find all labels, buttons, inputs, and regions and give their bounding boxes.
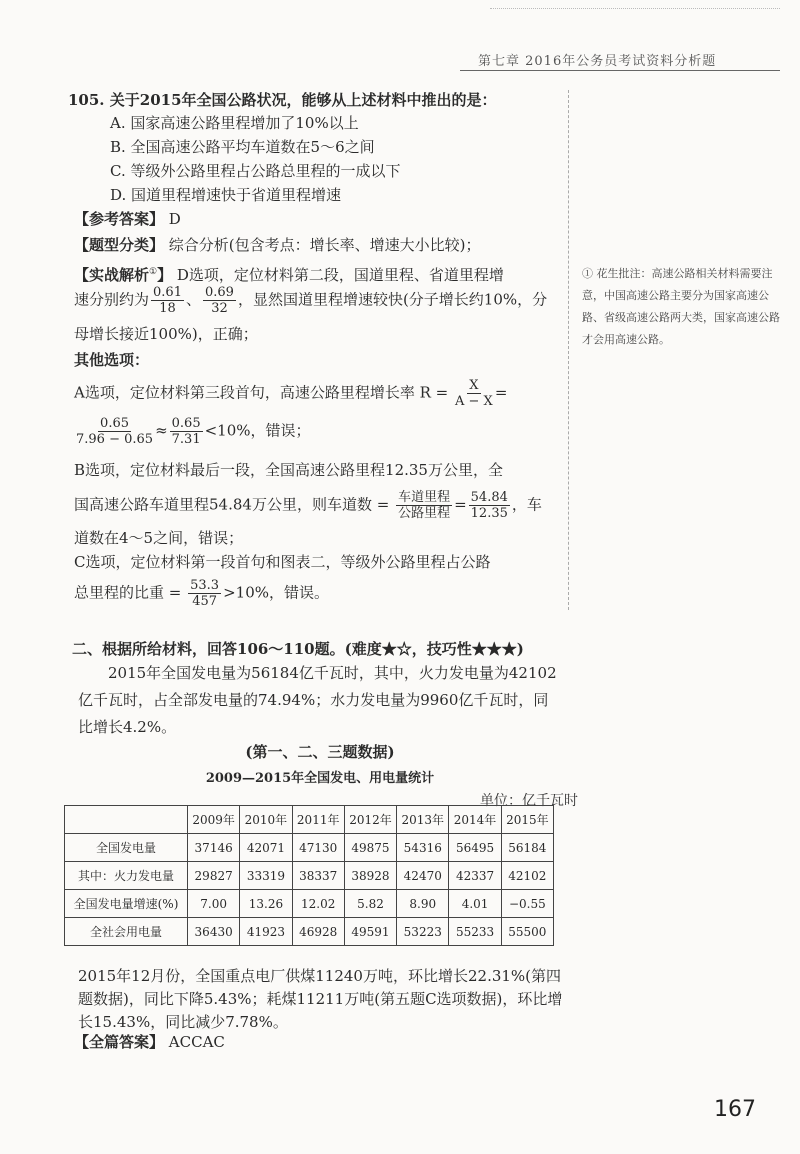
analysis-label-close: 】 <box>157 266 173 284</box>
table-row <box>65 890 554 918</box>
table-cell: 36430 <box>188 918 240 946</box>
table-cell: 42470 <box>397 862 449 890</box>
frac-den: A − X <box>455 394 493 409</box>
table-cell: 38928 <box>344 862 396 890</box>
answer-value: D <box>168 210 181 228</box>
table-cell: 42102 <box>501 862 553 890</box>
table-cell: 5.82 <box>344 890 396 918</box>
table-header-cell: 2012年 <box>344 806 396 834</box>
table-header-cell <box>65 806 188 834</box>
table-header-cell: 2015年 <box>501 806 553 834</box>
option-b-analysis-3: 道数在4～5之间，错误； <box>74 529 244 547</box>
table-header-cell: 2013年 <box>397 806 449 834</box>
option-c-analysis-2 <box>74 578 554 609</box>
row-header: 全社会用电量 <box>65 918 188 946</box>
option-b-analysis-2 <box>74 490 554 521</box>
table-cell: 56495 <box>449 834 501 862</box>
separator: 、 <box>185 290 201 309</box>
frac-num: 0.61 <box>153 285 182 300</box>
table-header-cell: 2010年 <box>240 806 292 834</box>
frac-num: 0.65 <box>100 416 129 431</box>
option-a: A. 国家高速公路里程增加了10%以上 <box>110 114 359 132</box>
row-header: 全国发电量增速(%) <box>65 890 188 918</box>
type-label: 【题型分类】 <box>74 236 165 254</box>
analysis-label: 【实战解析 <box>74 266 150 284</box>
table-cell: 37146 <box>188 834 240 862</box>
footnote-marker: ① <box>149 267 158 277</box>
analysis-line-3: 母增长接近100%)，正确； <box>74 325 258 343</box>
table-cell: 53223 <box>397 918 449 946</box>
table-caption-1: (第一、二、三题数据) <box>245 743 395 761</box>
table-cell: 41923 <box>240 918 292 946</box>
frac-num: 53.3 <box>190 578 220 593</box>
option-c-analysis-1: C选项，定位材料第一段首句和图表二，等级外公路里程占公路 <box>74 553 491 571</box>
fraction-shengdao <box>203 285 236 316</box>
top-dotted-rule <box>490 8 780 9</box>
frac-num: X <box>469 378 479 393</box>
fraction-c <box>188 578 221 609</box>
table-cell: 42337 <box>449 862 501 890</box>
frac-den: 32 <box>211 301 228 316</box>
fraction-a1 <box>76 416 153 447</box>
table-cell: 46928 <box>292 918 344 946</box>
analysis-d-text: D选项，定位材料第二段，国道里程、省道里程增 <box>176 266 504 284</box>
row-header: 全国发电量 <box>65 834 188 862</box>
full-answer-value: ACCAC <box>168 1033 225 1051</box>
frac-den: 公路里程 <box>398 506 451 521</box>
option-b-analysis-1: B选项，定位材料最后一段，全国高速公路里程12.35万公里，全 <box>74 461 503 479</box>
table-cell: 42071 <box>240 834 292 862</box>
section-2-heading: 二、根据所给材料，回答106～110题。(难度★☆，技巧性★★★) <box>72 640 524 658</box>
table-header-cell: 2009年 <box>188 806 240 834</box>
table-cell: 55233 <box>449 918 501 946</box>
frac-den: 7.31 <box>171 432 201 447</box>
fraction-b1 <box>396 490 452 521</box>
table-caption-2: 2009—2015年全国发电、用电量统计 <box>205 771 435 786</box>
option-c: C. 等级外公路里程占公路总里程的一成以下 <box>110 162 401 180</box>
equals: = <box>494 383 508 402</box>
table-cell: 55500 <box>501 918 553 946</box>
approx: ≈ <box>155 421 168 440</box>
table-cell: 12.02 <box>292 890 344 918</box>
fraction-xa <box>455 378 493 409</box>
equals: = <box>454 495 467 514</box>
table-unit: 单位：亿千瓦时 <box>480 793 578 809</box>
table-cell: 29827 <box>188 862 240 890</box>
after-table-paragraph: 2015年12月份，全国重点电厂供煤11240万吨，环比增长22.31%(第四题数据)，同比下降5.43%；耗煤11211万吨(第五题C选项数据)，环比增长15.43%，同比减少7.78%。 <box>78 967 563 1031</box>
answer-line <box>74 205 554 233</box>
table-cell: 33319 <box>240 862 292 890</box>
page-number: 167 <box>714 1097 756 1122</box>
other-options-label: 其他选项： <box>74 351 150 369</box>
frac-den: 457 <box>192 594 218 609</box>
margin-note: ① 花生批注：高速公路相关材料需要注意，中国高速公路主要分为国家高速公路、省级高速公路两大类，国家高速公路才会用高速公路。 <box>582 267 780 346</box>
c-text-2b: >10%，错误。 <box>223 583 329 602</box>
table-cell: 54316 <box>397 834 449 862</box>
frac-den: 12.35 <box>470 506 508 521</box>
frac-den: 7.96 − 0.65 <box>76 432 154 447</box>
question-105-stem: 105. 关于2015年全国公路状况，能够从上述材料中推出的是： <box>68 91 497 109</box>
answer-label: 【参考答案】 <box>74 210 165 228</box>
section-2-paragraph: 2015年全国发电量为56184亿千瓦时，其中，火力发电量为42102亿千瓦时，占全部发电量的74.94%；水力发电量为9960亿千瓦时，同比增长4.2%。 <box>78 664 557 736</box>
a-text-2: <10%，错误； <box>204 421 311 440</box>
header-rule <box>460 70 780 71</box>
b-text-2b: ，车 <box>511 495 542 514</box>
a-text: A选项，定位材料第三段首句，高速公路里程增长率 R = <box>74 383 449 402</box>
full-answer-label: 【全篇答案】 <box>74 1033 165 1051</box>
table-cell: 38337 <box>292 862 344 890</box>
fraction-b2 <box>469 490 510 521</box>
table-row <box>65 862 554 890</box>
frac-num: 0.69 <box>204 285 234 300</box>
table-cell: 7.00 <box>188 890 240 918</box>
table-header-cell: 2011年 <box>292 806 344 834</box>
frac-num: 车道里程 <box>398 490 451 505</box>
c-text-2a: 总里程的比重 = <box>74 583 182 602</box>
table-row <box>65 918 554 946</box>
frac-num: 0.65 <box>171 416 201 431</box>
option-b: B. 全国高速公路平均车道数在5～6之间 <box>110 138 375 156</box>
running-header: 第七章 2016年公务员考试资料分析题 <box>478 54 717 69</box>
analysis-d-text-2a: 速分别约为 <box>74 290 150 309</box>
option-a-analysis-2 <box>74 416 554 447</box>
table-header-cell: 2014年 <box>449 806 501 834</box>
table-row <box>65 834 554 862</box>
table-header-row <box>65 806 554 834</box>
option-d: D. 国道里程增速快于省道里程增速 <box>110 186 342 204</box>
table-cell: 13.26 <box>240 890 292 918</box>
frac-num: 54.84 <box>470 490 508 505</box>
fraction-a2 <box>170 416 203 447</box>
table-cell: 56184 <box>501 834 553 862</box>
type-line <box>74 231 554 259</box>
table-cell: 8.90 <box>397 890 449 918</box>
b-text-2a: 国高速公路车道里程54.84万公里，则车道数 = <box>74 495 390 514</box>
analysis-d-text-2b: ，显然国道里程增速较快(分子增长约10%，分 <box>237 290 548 309</box>
statistics-table <box>64 805 554 946</box>
option-a-analysis-1 <box>74 378 554 409</box>
table-cell: −0.55 <box>501 890 553 918</box>
row-header: 其中：火力发电量 <box>65 862 188 890</box>
table-cell: 49875 <box>344 834 396 862</box>
type-value: 综合分析(包含考点：增长率、增速大小比较)； <box>168 236 481 254</box>
table-cell: 49591 <box>344 918 396 946</box>
full-answer-line <box>74 1028 554 1056</box>
frac-den: 18 <box>159 301 176 316</box>
fraction-guodao <box>151 285 184 316</box>
table-cell: 47130 <box>292 834 344 862</box>
analysis-line-2 <box>74 285 554 316</box>
table-cell: 4.01 <box>449 890 501 918</box>
margin-separator <box>568 90 569 610</box>
